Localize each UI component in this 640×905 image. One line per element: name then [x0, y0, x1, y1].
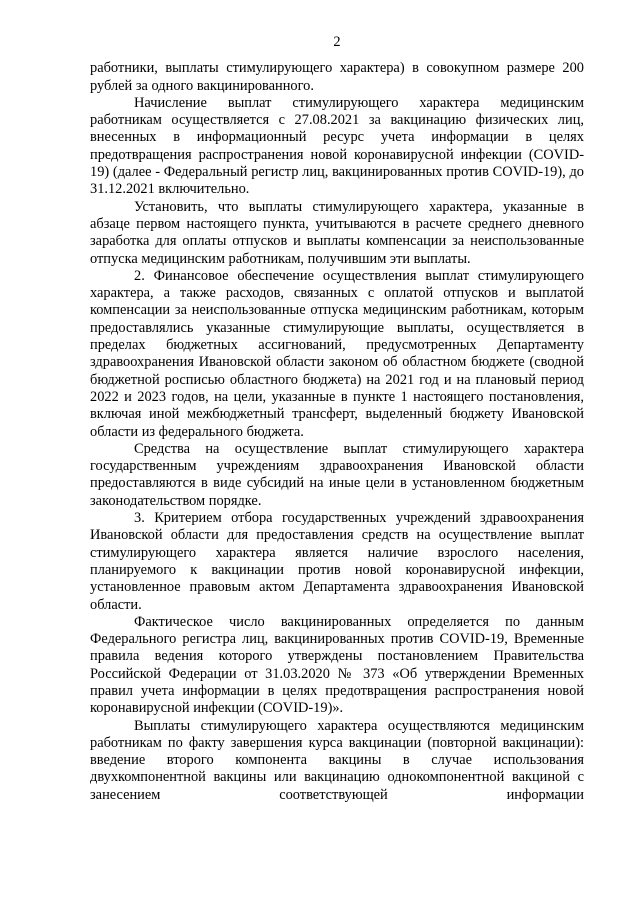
paragraph-payments-basis: Выплаты стимулирующего характера осуществляются медицинским работникам по факту завершения курса вакцинации (повторной вакцинации): введение второго компонента вакцины в случае использования двухкомпонентной вакцины или вакцинацию однокомпонентной вакциной с занесением соответствующей информации [90, 717, 584, 803]
paragraph-vaccinated-count: Фактическое число вакцинированных определяется по данным Федерального регистра лиц, вакцинированных против COVID-19, Временные правила ведения которого утверждены постановлением Правительства Российской Федерации от 31.03.2020 № 373 «Об утверждении Временных правил учета информации в целях предотвращения распространения новой коронавирусной инфекции (COVID-19)». [90, 613, 584, 717]
paragraph-subsidies: Средства на осуществление выплат стимулирующего характера государственным учреждениям здравоохранения Ивановской области предоставляются в виде субсидий на иные цели в установленном бюджетным законодательством порядке. [90, 440, 584, 509]
paragraph-accrual: Начисление выплат стимулирующего характера медицинским работникам осуществляется с 27.08.2021 за вакцинацию физических лиц, внесенных в информационный ресурс учета информации в целях предотвращения распространения новой коронавирусной инфекции (COVID-19) (далее - Федеральный регистр лиц, вакцинированных против COVID-19), до 31.12.2021 включительно. [90, 94, 584, 198]
paragraph-item-2-financing: 2. Финансовое обеспечение осуществления выплат стимулирующего характера, а также расходов, связанных с оплатой отпусков и выплатой компенсации за неиспользованные отпуска медицинским работникам, которым предоставлялись указанные стимулирующие выплаты, осуществляется в пределах бюджетных ассигнований, предусмотренных Департаменту здравоохранения Ивановской области законом об областном бюджете (сводной бюджетной росписью областного бюджета) на 2021 год и на плановый период 2022 и 2023 годов, на цели, указанные в пункте 1 настоящего постановления, включая иной межбюджетный трансферт, выделенный бюджету Ивановской области из федерального бюджета. [90, 267, 584, 440]
page-number: 2 [333, 34, 341, 50]
paragraph-continuation: работники, выплаты стимулирующего характера) в совокупном размере 200 рублей за одного вакцинированного. [90, 60, 584, 94]
paragraph-item-3-criterion: 3. Критерием отбора государственных учреждений здравоохранения Ивановской области для предоставления средств на осуществление выплат стимулирующего характера является наличие взрослого населения, планируемого к вакцинации против новой коронавирусной инфекции, установленное правовым актом Департамента здравоохранения Ивановской области. [90, 510, 584, 613]
paragraph-average-earnings: Установить, что выплаты стимулирующего характера, указанные в абзаце первом настоящего пункта, учитываются в расчете среднего дневного заработка для оплаты отпусков и выплаты компенсации за неиспользованные отпуска медицинским работникам, получившим эти выплаты. [90, 198, 584, 267]
document-page [90, 34, 584, 804]
